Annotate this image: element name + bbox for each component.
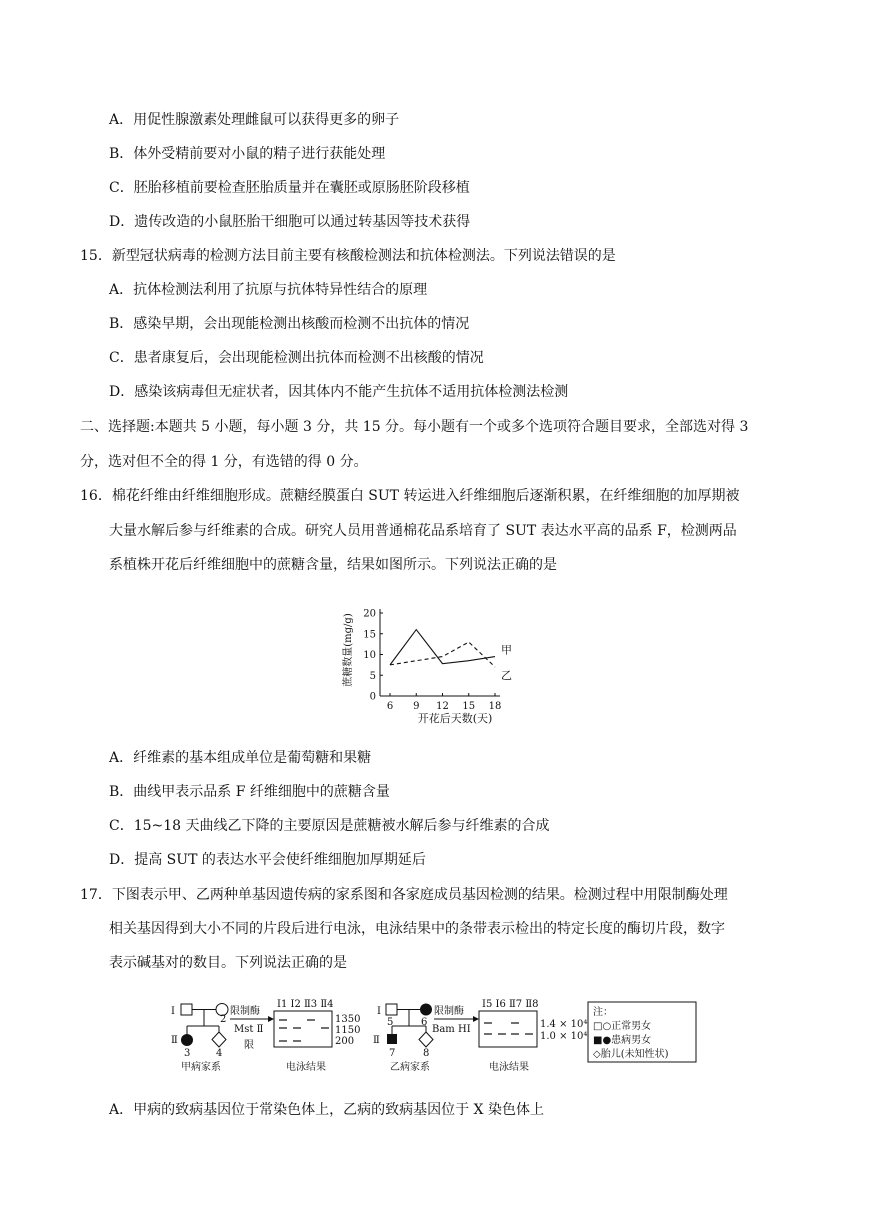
q16-option-d: D．提高 SUT 的表达水平会使纤维细胞加厚期延后 (109, 852, 426, 868)
chart-series (390, 630, 512, 682)
q16-stem-line3: 系植株开花后纤维细胞中的蔗糖含量，结果如图所示。下列说法正确的是 (109, 557, 557, 573)
individual-8-fetus (419, 1032, 433, 1047)
q15-option-a: A．抗体检测法利用了抗原与抗体特异性结合的原理 (109, 282, 428, 298)
lanes-b-header: Ⅰ5 Ⅰ6 Ⅱ7 Ⅱ8 (482, 999, 539, 1010)
enzyme-b-label: 限制酶 (434, 1006, 464, 1017)
chart-y-axis-label: 蔗糖数量(mg/g) (343, 613, 354, 687)
pedigree-electrophoresis-figure (168, 998, 703, 1078)
lanes-a-header: Ⅰ1 Ⅰ2 Ⅱ3 Ⅱ4 (277, 999, 334, 1010)
q14-option-d: D．遗传改造的小鼠胚胎干细胞可以通过转基因等技术获得 (109, 214, 471, 230)
q17-stem-line3: 表示碱基对的数目。下列说法正确的是 (109, 955, 347, 971)
q16-option-a: A．纤维素的基本组成单位是葡萄糖和果糖 (109, 750, 372, 766)
q17-option-a: A．甲病的致病基因位于常染色体上，乙病的致病基因位于 X 染色体上 (109, 1102, 544, 1118)
q15-stem: 15．新型冠状病毒的检测方法目前主要有核酸检测法和抗体检测法。下列说法错误的是 (80, 248, 616, 264)
result-b-caption: 电泳结果 (489, 1062, 529, 1073)
q14-option-b: B．体外受精前要对小鼠的精子进行获能处理 (109, 146, 386, 162)
gen1-label-a: Ⅰ (171, 1006, 175, 1017)
section2-line2: 分，选对但不全的得 1 分，有选错的得 0 分。 (80, 454, 368, 470)
bp-200: 200 (335, 1036, 355, 1047)
individual-7-affected-male (387, 1034, 397, 1044)
legend-title: 注： (593, 1007, 613, 1018)
q16-stem-line2: 大量水解后参与纤维素的合成。研究人员用普通棉花品系培育了 SUT 表达水平高的品系 F，检测两品 (109, 523, 737, 539)
label-5: 5 (387, 1017, 394, 1028)
enzyme-a-label: 限制酶 (230, 1006, 260, 1017)
q16-option-b: B．曲线甲表示品系 F 纤维细胞中的蔗糖含量 (109, 784, 390, 800)
bp-1-0e4: 1.0 × 10⁴ (540, 1031, 588, 1042)
y-tick-label: 0 (369, 691, 376, 703)
q14-option-a: A．用促性腺激素处理雌鼠可以获得更多的卵子 (109, 112, 400, 128)
sucrose-line-chart (335, 598, 535, 733)
x-tick-label: 12 (436, 701, 449, 712)
result-a-caption: 电泳结果 (286, 1062, 326, 1073)
bp-1350: 1350 (335, 1014, 361, 1025)
enzyme-a-name: Mst Ⅱ (234, 1024, 264, 1035)
label-2: 2 (220, 1014, 227, 1025)
label-4: 4 (216, 1048, 223, 1059)
y-tick-label: 15 (363, 629, 376, 641)
enzyme-a-fragment: 限 (244, 1040, 254, 1051)
x-tick-label: 18 (488, 701, 502, 712)
q17-stem-line2: 相关基因得到大小不同的片段后进行电泳，电泳结果中的条带表示检出的特定长度的酶切片段，数字 (109, 921, 725, 937)
series-line-1 (390, 630, 495, 665)
y-tick-label: 10 (363, 650, 376, 661)
series-label-1: 甲 (501, 643, 512, 657)
q15-option-d: D．感染该病毒但无症状者，因其体内不能产生抗体不适用抗体检测法检测 (109, 384, 569, 400)
bp-1-4e4: 1.4 × 10⁴ (540, 1019, 588, 1030)
q15-option-c: C．患者康复后，会出现能检测出抗体而检测不出核酸的情况 (109, 350, 484, 366)
chart-x-axis-label: 开花后天数(天) (417, 712, 493, 725)
q14-option-c: C．胚胎移植前要检查胚胎质量并在囊胚或原肠胚阶段移植 (109, 180, 470, 196)
gen1-label-b: Ⅰ (377, 1006, 381, 1017)
label-8: 8 (423, 1048, 430, 1059)
x-tick-label: 15 (462, 701, 476, 712)
section2-line1: 二、选择题:本题共 5 小题，每小题 3 分，共 15 分。每小题有一个或多个选项符合题目要求，全部选对得 3 (80, 419, 749, 435)
legend-fetus: ◇胎儿(未知性状) (593, 1049, 669, 1060)
gel-b (479, 1011, 537, 1047)
chart-axes (380, 609, 500, 696)
gen2-label-b: Ⅱ (373, 1035, 380, 1046)
q17-stem-line1: 17．下图表示甲、乙两种单基因遗传病的家系图和各家庭成员基因检测的结果。检测过程中用限制酶处理 (80, 887, 728, 903)
q15-option-b: B．感染早期，会出现能检测出核酸而检测不出抗体的情况 (109, 316, 470, 332)
individual-6-affected-female (420, 1004, 432, 1016)
x-tick-label: 9 (413, 701, 420, 712)
label-6: 6 (421, 1017, 428, 1028)
legend-affected: ■●患病男女 (593, 1035, 652, 1046)
legend-normal: □○正常男女 (593, 1021, 652, 1032)
enzyme-b-name: Bam HⅠ (432, 1024, 471, 1035)
gen2-label-a: Ⅱ (171, 1035, 178, 1046)
family-a-caption: 甲病家系 (181, 1062, 221, 1073)
label-3: 3 (184, 1048, 191, 1059)
bp-1150: 1150 (335, 1025, 361, 1036)
x-tick-label: 6 (386, 701, 394, 712)
family-b-caption: 乙病家系 (390, 1062, 430, 1073)
q16-stem-line1: 16．棉花纤维由纤维细胞形成。蔗糖经膜蛋白 SUT 转运进入纤维细胞后逐渐积累，在纤维细胞的加厚期被 (80, 488, 740, 504)
individual-5-normal-male (386, 1004, 397, 1015)
individual-1-normal-male (181, 1004, 192, 1015)
y-tick-label: 20 (363, 608, 376, 620)
label-7: 7 (389, 1048, 396, 1059)
individual-3-affected-female (181, 1034, 193, 1046)
q16-option-c: C．15~18 天曲线乙下降的主要原因是蔗糖被水解后参与纤维素的合成 (109, 818, 550, 834)
y-tick-label: 5 (369, 670, 376, 682)
series-label-2: 乙 (501, 668, 512, 682)
individual-4-fetus (212, 1032, 226, 1047)
